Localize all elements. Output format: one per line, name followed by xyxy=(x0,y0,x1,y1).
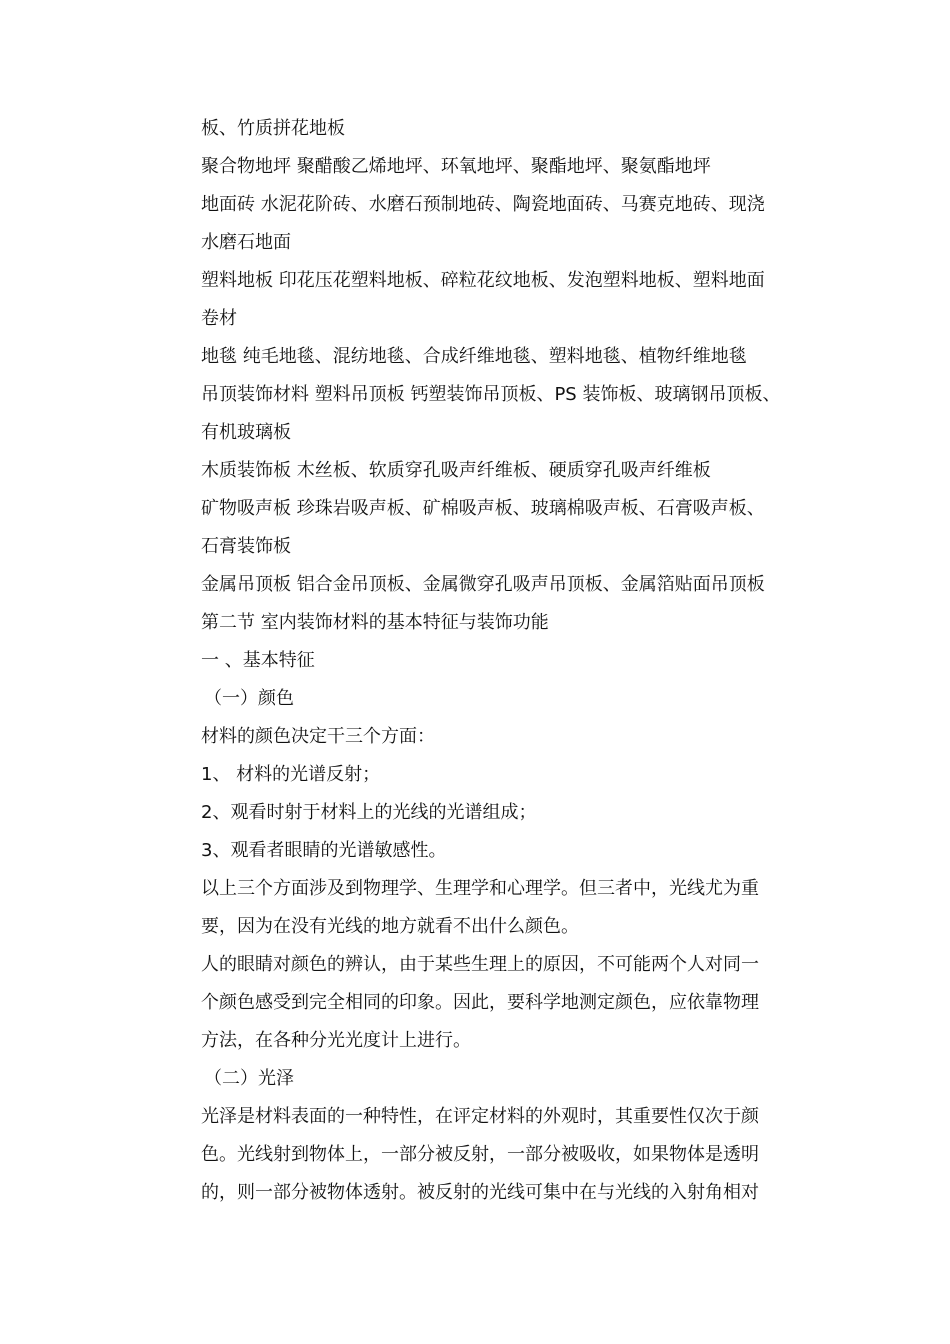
list-item: 2、观看时射于材料上的光线的光谱组成； xyxy=(201,802,537,823)
text-line: 水磨石地面 xyxy=(201,232,291,253)
item-heading: （二）光泽 xyxy=(204,1068,294,1089)
text-line: 色。光线射到物体上，一部分被反射，一部分被吸收，如果物体是透明 xyxy=(201,1144,759,1165)
text-line: 光泽是材料表面的一种特性，在评定材料的外观时，其重要性仅次于颜 xyxy=(201,1106,759,1127)
item-heading: （一）颜色 xyxy=(204,688,294,709)
text-line: 有机玻璃板 xyxy=(201,422,291,443)
text-line: 个颜色感受到完全相同的印象。因此，要科学地测定颜色，应依靠物理 xyxy=(201,992,759,1013)
subsection-heading: 一 、基本特征 xyxy=(201,650,315,671)
text-line: 石膏装饰板 xyxy=(201,536,291,557)
section-heading: 第二节 室内装饰材料的基本特征与装饰功能 xyxy=(201,612,549,633)
list-item: 1、 材料的光谱反射； xyxy=(201,764,381,785)
text-line: 的，则一部分被物体透射。被反射的光线可集中在与光线的入射角相对 xyxy=(201,1182,759,1203)
text-line: 要，因为在没有光线的地方就看不出什么颜色。 xyxy=(201,916,579,937)
text-line: 方法，在各种分光光度计上进行。 xyxy=(201,1030,471,1051)
text-line: 地毯 纯毛地毯、混纺地毯、合成纤维地毯、塑料地毯、植物纤维地毯 xyxy=(201,346,747,367)
text-line: 地面砖 水泥花阶砖、水磨石预制地砖、陶瓷地面砖、马赛克地砖、现浇 xyxy=(201,194,765,215)
text-line: 板、竹质拼花地板 xyxy=(201,118,345,139)
text-line: 卷材 xyxy=(201,308,237,329)
text-line: 塑料地板 印花压花塑料地板、碎粒花纹地板、发泡塑料地板、塑料地面 xyxy=(201,270,765,291)
text-line: 聚合物地坪 聚醋酸乙烯地坪、环氧地坪、聚酯地坪、聚氨酯地坪 xyxy=(201,156,711,177)
text-line: 以上三个方面涉及到物理学、生理学和心理学。但三者中，光线尤为重 xyxy=(201,878,759,899)
text-line: 木质装饰板 木丝板、软质穿孔吸声纤维板、硬质穿孔吸声纤维板 xyxy=(201,460,711,481)
text-line: 材料的颜色决定干三个方面： xyxy=(201,726,435,747)
text-line: 矿物吸声板 珍珠岩吸声板、矿棉吸声板、玻璃棉吸声板、石膏吸声板、 xyxy=(201,498,765,519)
text-line: 金属吊顶板 铝合金吊顶板、金属微穿孔吸声吊顶板、金属箔贴面吊顶板 xyxy=(201,574,765,595)
body-text xyxy=(201,110,813,1212)
text-line: 吊顶装饰材料 塑料吊顶板 钙塑装饰吊顶板、PS 装饰板、玻璃钢吊顶板、 xyxy=(201,384,781,405)
list-item: 3、观看者眼睛的光谱敏感性。 xyxy=(201,840,447,861)
text-line: 人的眼睛对颜色的辨认，由于某些生理上的原因，不可能两个人对同一 xyxy=(201,954,759,975)
